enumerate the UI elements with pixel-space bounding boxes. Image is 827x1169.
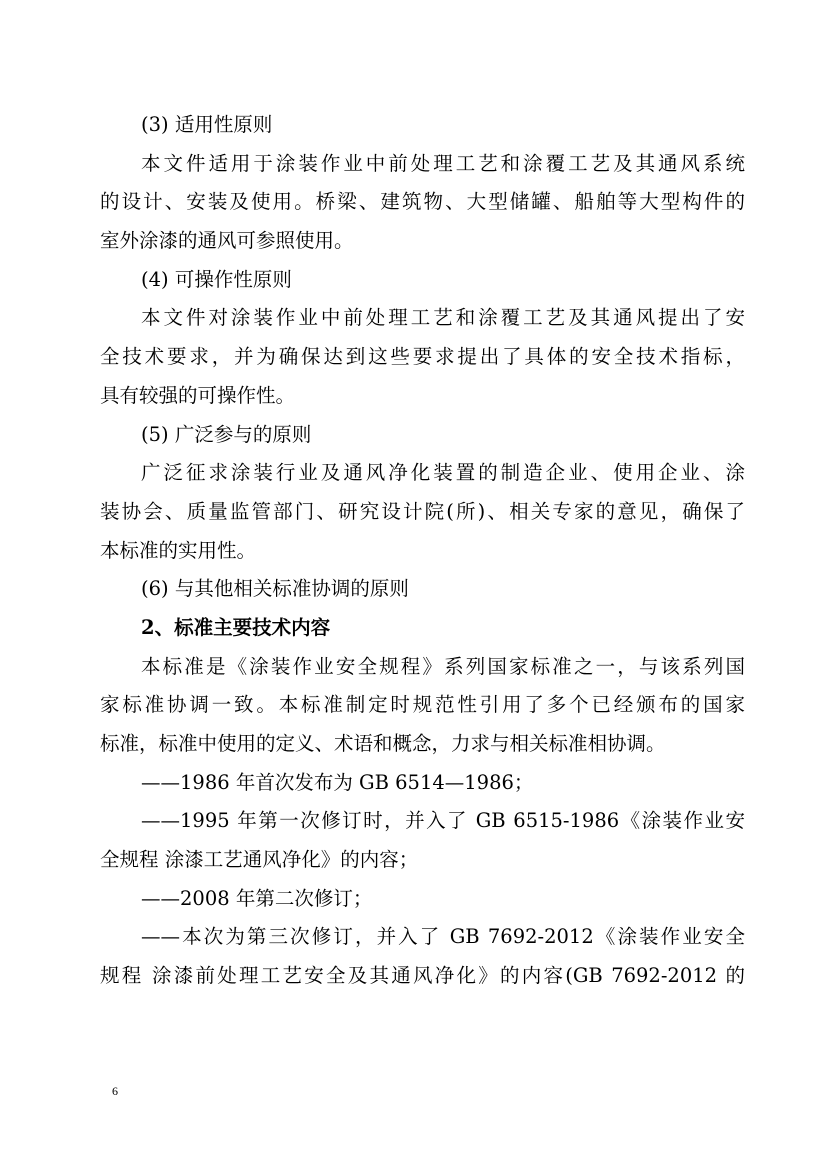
page-number: 6	[112, 1084, 118, 1098]
history-item-continued: 规程 涂漆前处理工艺安全及其通风净化》的内容(GB 7692-2012 的	[100, 964, 745, 988]
paragraph-line: 具有较强的可操作性。	[100, 383, 296, 407]
paragraph-line: 全技术要求，并为确保达到这些要求提出了具体的安全技术指标，	[100, 345, 745, 369]
history-item: ——本次为第三次修订，并入了 GB 7692-2012《涂装作业安全	[141, 925, 745, 949]
paragraph-line: 广泛征求涂装行业及通风净化装置的制造企业、使用企业、涂	[141, 461, 745, 485]
history-item: ——2008 年第二次修订；	[141, 886, 373, 910]
section-heading: 2、标准主要技术内容	[141, 615, 331, 639]
principle-heading-participation: (5) 广泛参与的原则	[141, 422, 312, 446]
history-item-continued: 全规程 涂漆工艺通风净化》的内容；	[100, 848, 419, 872]
principle-heading-applicability: (3) 适用性原则	[141, 113, 273, 136]
paragraph-line: 室外涂漆的通风可参照使用。	[100, 229, 354, 253]
principle-heading-operability: (4) 可操作性原则	[141, 267, 292, 291]
paragraph-line: 本标准的实用性。	[100, 538, 257, 562]
paragraph-line: 本文件适用于涂装作业中前处理工艺和涂覆工艺及其通风系统	[141, 151, 745, 175]
paragraph-line: 标准，标准中使用的定义、术语和概念，力求与相关标准相协调。	[100, 732, 666, 755]
paragraph-line: 本文件对涂装作业中前处理工艺和涂覆工艺及其通风提出了安	[141, 306, 745, 330]
paragraph-line: 装协会、质量监管部门、研究设计院(所)、相关专家的意见，确保了	[100, 499, 745, 523]
document-body	[100, 106, 745, 996]
principle-heading-coordination: (6) 与其他相关标准协调的原则	[141, 577, 409, 601]
paragraph-line: 的设计、安装及使用。桥梁、建筑物、大型储罐、船舶等大型构件的	[100, 190, 745, 214]
paragraph-line: 本标准是《涂装作业安全规程》系列国家标准之一，与该系列国	[141, 654, 745, 678]
paragraph-line: 家标准协调一致。本标准制定时规范性引用了多个已经颁布的国家	[100, 693, 745, 717]
history-item: ——1995 年第一次修订时，并入了 GB 6515-1986《涂装作业安	[141, 809, 745, 833]
history-item: ——1986 年首次发布为 GB 6514—1986；	[141, 770, 534, 794]
